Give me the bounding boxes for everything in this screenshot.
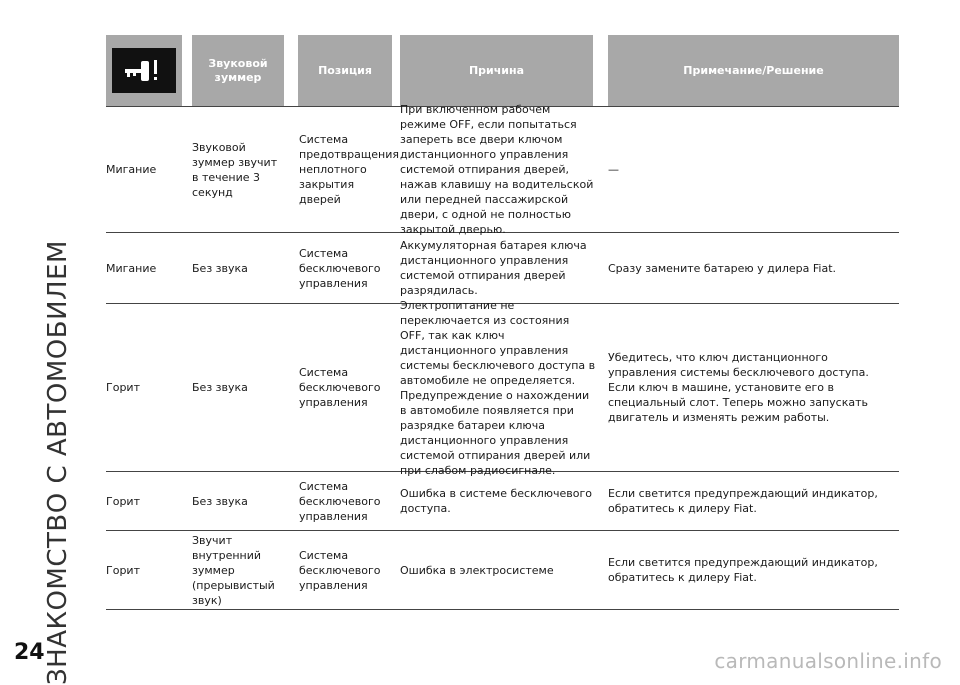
- cause-text: Аккумуляторная батарея ключа дистанционного управления системой отпирания дверей разрядилась.: [400, 239, 587, 297]
- table-row: [106, 103, 899, 236]
- table-row: [106, 531, 899, 610]
- lamp-state: Горит: [106, 563, 140, 577]
- note-text: Если светится предупреждающий индикатор, обратитесь к дилеру Fiat.: [608, 556, 878, 584]
- table-header: [106, 35, 899, 107]
- cause-text: Ошибка в электросистеме: [400, 563, 554, 577]
- buzzer-state: Без звука: [192, 381, 248, 394]
- lamp-state: Горит: [106, 381, 140, 394]
- note-text: Если светится предупреждающий индикатор, обратитесь к дилеру Fiat.: [608, 487, 878, 515]
- buzzer-state: Звуковой зуммер звучит в течение 3 секунд: [192, 140, 278, 199]
- key-warning-lamp-icon: [112, 48, 176, 93]
- header-position: Позиция: [298, 35, 392, 106]
- cause-text: При включенном рабочем режиме OFF, если попытаться запереть все двери ключом дистанционного управления системой отпирания дверей, нажав клавишу на водительской или передней пассажирской двери, с одной не полностью закрытой дверью.: [400, 103, 594, 236]
- header-cause: Причина: [400, 35, 593, 106]
- system-position: Система бесключевого управления: [299, 246, 381, 290]
- lamp-state: Мигание: [106, 163, 157, 176]
- buzzer-state: Звучит внутренний зуммер (прерывистый звук): [192, 533, 275, 607]
- header-buzzer: Звуковой зуммер: [192, 35, 284, 106]
- system-position: Система бесключевого управления: [299, 548, 381, 592]
- lamp-state: Мигание: [106, 261, 157, 275]
- watermark: carmanualsonline.info: [714, 649, 942, 673]
- lamp-state: Горит: [106, 494, 140, 508]
- system-position: Система бесключевого управления: [299, 366, 381, 409]
- note-text: Убедитесь, что ключ дистанционного управления системы бесключевого доступа. Если ключ в машине, установите его в специальный слот. Теперь можно запускать двигатель и изменять режим работы.: [608, 351, 869, 424]
- cause-text: Ошибка в системе бесключевого доступа.: [400, 487, 593, 515]
- table-row: [106, 472, 899, 531]
- header-note: Примечание/Решение: [608, 35, 899, 106]
- system-position: Система предотвращения неплотного закрытия дверей: [299, 133, 399, 206]
- header-icon-cell: [106, 35, 182, 106]
- cause-text: Электропитание не переключается из состояния OFF, так как ключ дистанционного управления системы бесключевого доступа в автомобиле не определяется. Предупреждение о нахождении в автомобиле появляется при разрядке батареи ключа дистанционного управления системой отпирания дверей или при слабом радиосигнале.: [400, 298, 596, 477]
- warning-table: [106, 35, 899, 610]
- table-row: [106, 298, 899, 477]
- note-text: —: [608, 163, 619, 176]
- buzzer-state: Без звука: [192, 494, 248, 508]
- table-row: [106, 233, 899, 304]
- note-text: Сразу замените батарею у дилера Fiat.: [608, 261, 837, 275]
- page-number: 24: [14, 640, 45, 665]
- buzzer-state: Без звука: [192, 261, 248, 275]
- system-position: Система бесключевого управления: [299, 479, 381, 523]
- section-title: ЗНАКОМСТВО С АВТОМОБИЛЕМ: [43, 240, 73, 685]
